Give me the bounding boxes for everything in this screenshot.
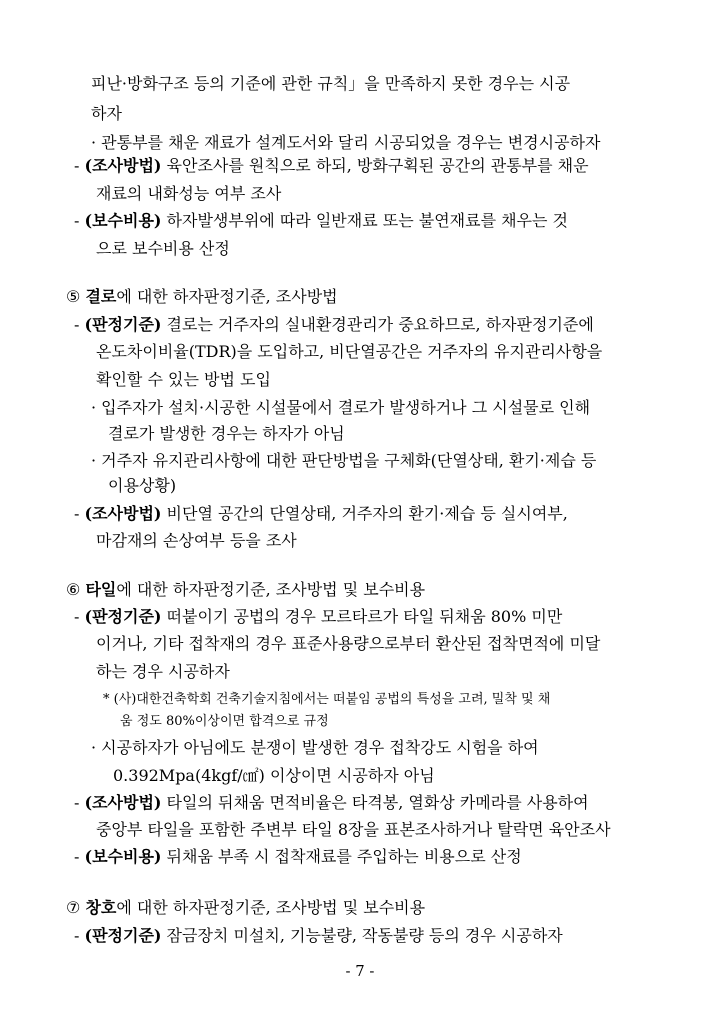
text-line: 이용상황) bbox=[108, 476, 177, 495]
text-line: 마감재의 손상여부 등을 조사 bbox=[96, 531, 297, 550]
bullet-line: · 입주자가 설치·시공한 시설물에서 결로가 발생하거나 그 시설물로 인해 bbox=[91, 398, 591, 417]
bullet-line: · 관통부를 채운 재료가 설계도서와 달리 시공되었을 경우는 변경시공하자 bbox=[91, 133, 601, 152]
dash-item: - (판정기준) 잠금장치 미설치, 기능불량, 작동불량 등의 경우 시공하자 bbox=[74, 926, 563, 945]
dash-item: - (조사방법) 비단열 공간의 단열상태, 거주자의 환기·제습 등 실시여부, bbox=[74, 504, 568, 523]
dash-item: - (조사방법) 육안조사를 원칙으로 하되, 방화구획된 공간의 관통부를 채운 bbox=[74, 156, 589, 175]
bullet-line: · 시공하자가 아님에도 분쟁이 발생한 경우 접착강도 시험을 하여 bbox=[91, 738, 539, 757]
text-line: 결로가 발생한 경우는 하자가 아님 bbox=[108, 424, 345, 443]
text-line: 으로 보수비용 산정 bbox=[96, 239, 230, 258]
footnote: * (사)대한건축학회 건축기술지침에서는 떠붙임 공법의 특성을 고려, 밀착 및 채 bbox=[103, 692, 551, 707]
dash-item: - (조사방법) 타일의 뒤채움 면적비율은 타격봉, 열화상 카메라를 사용하여 bbox=[74, 793, 589, 812]
bullet-line: · 거주자 유지관리사항에 대한 판단방법을 구체화(단열상태, 환기·제습 등 bbox=[91, 451, 597, 470]
dash-item: - (판정기준) 떠붙이기 공법의 경우 모르타르가 타일 뒤채움 80% 미만 bbox=[74, 607, 563, 626]
footnote: 움 정도 80%이상이면 합격으로 규정 bbox=[120, 714, 329, 729]
text-line: 중앙부 타일을 포함한 주변부 타일 8장을 표본조사하거나 탈락면 육안조사 bbox=[96, 820, 611, 839]
dash-item: - (보수비용) 하자발생부위에 따라 일반재료 또는 불연재료를 채우는 것 bbox=[74, 211, 569, 230]
page-number: - 7 - bbox=[345, 963, 375, 980]
text-line: 0.392Mpa(4kgf/㎠) 이상이면 시공하자 아님 bbox=[113, 766, 435, 785]
text-line: 하자 bbox=[91, 104, 122, 123]
dash-item: - (보수비용) 뒤채움 부족 시 접착재료를 주입하는 비용으로 산정 bbox=[74, 847, 522, 866]
section-heading: ⑦ 창호에 대한 하자판정기준, 조사방법 및 보수비용 bbox=[66, 898, 426, 917]
text-line: 재료의 내화성능 여부 조사 bbox=[96, 184, 282, 203]
text-line: 피난·방화구조 등의 기준에 관한 규칙」을 만족하지 못한 경우는 시공 bbox=[91, 74, 571, 93]
text-line: 확인할 수 있는 방법 도입 bbox=[96, 370, 271, 389]
text-line: 이거나, 기타 접착재의 경우 표준사용량으로부터 환산된 접착면적에 미달 bbox=[96, 634, 601, 653]
dash-item: - (판정기준) 결로는 거주자의 실내환경관리가 중요하므로, 하자판정기준에 bbox=[74, 315, 594, 334]
text-line: 하는 경우 시공하자 bbox=[96, 662, 230, 681]
section-heading: ⑤ 결로에 대한 하자판정기준, 조사방법 bbox=[66, 287, 338, 306]
text-line: 온도차이비율(TDR)을 도입하고, 비단열공간은 거주자의 유지관리사항을 bbox=[96, 342, 603, 361]
section-heading: ⑥ 타일에 대한 하자판정기준, 조사방법 및 보수비용 bbox=[66, 580, 426, 599]
